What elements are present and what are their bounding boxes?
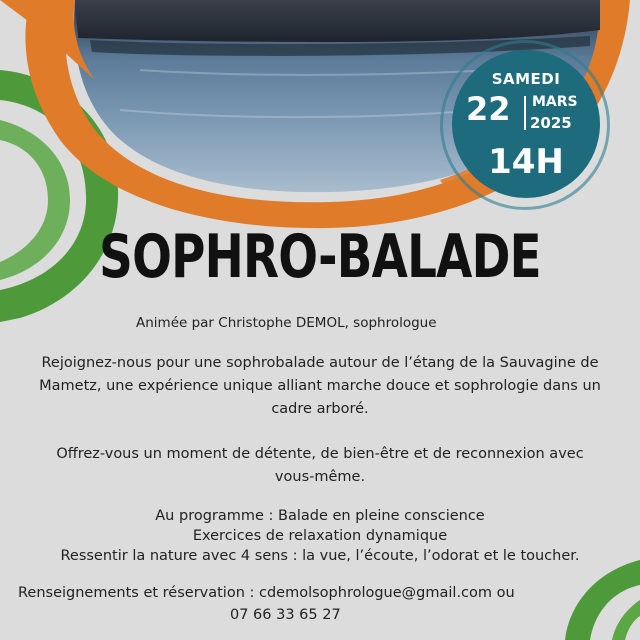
contact-info — [18, 582, 578, 626]
offer-paragraph — [30, 443, 610, 489]
badge-separator — [524, 96, 526, 130]
badge-month: MARS — [532, 94, 578, 110]
date-badge — [452, 50, 600, 198]
poster-title: SOPHRO-BALADE — [99, 222, 541, 292]
offer-line-2: vous-même. — [274, 469, 366, 485]
poster-subtitle: Animée par Christophe DEMOL, sophrologue — [136, 315, 437, 331]
intro-line-2: Mametz, une expérience unique alliant marche douce et sophrologie dans un — [39, 378, 601, 394]
badge-day-name: SAMEDI — [491, 70, 561, 88]
badge-time: 14H — [488, 142, 564, 182]
program-line-1: Au programme : Balade en pleine conscience — [155, 508, 485, 524]
intro-paragraph — [30, 352, 610, 421]
intro-line-1: Rejoignez-nous pour une sophrobalade autour de l’étang de la Sauvagine de — [41, 355, 599, 371]
program-line-3: Ressentir la nature avec 4 sens : la vue, l’écoute, l’odorat et le toucher. — [60, 548, 580, 564]
badge-year: 2025 — [530, 114, 572, 132]
badge-day-number: 22 — [466, 90, 511, 128]
contact-phone: 07 66 33 65 27 — [230, 607, 341, 623]
program-paragraph — [30, 506, 610, 566]
contact-line-1: Renseignements et réservation : cdemolsophrologue@gmail.com ou — [18, 585, 515, 601]
intro-line-3: cadre arboré. — [271, 401, 369, 417]
program-line-2: Exercices de relaxation dynamique — [192, 528, 448, 544]
offer-line-1: Offrez-vous un moment de détente, de bien-être et de reconnexion avec — [56, 446, 584, 462]
